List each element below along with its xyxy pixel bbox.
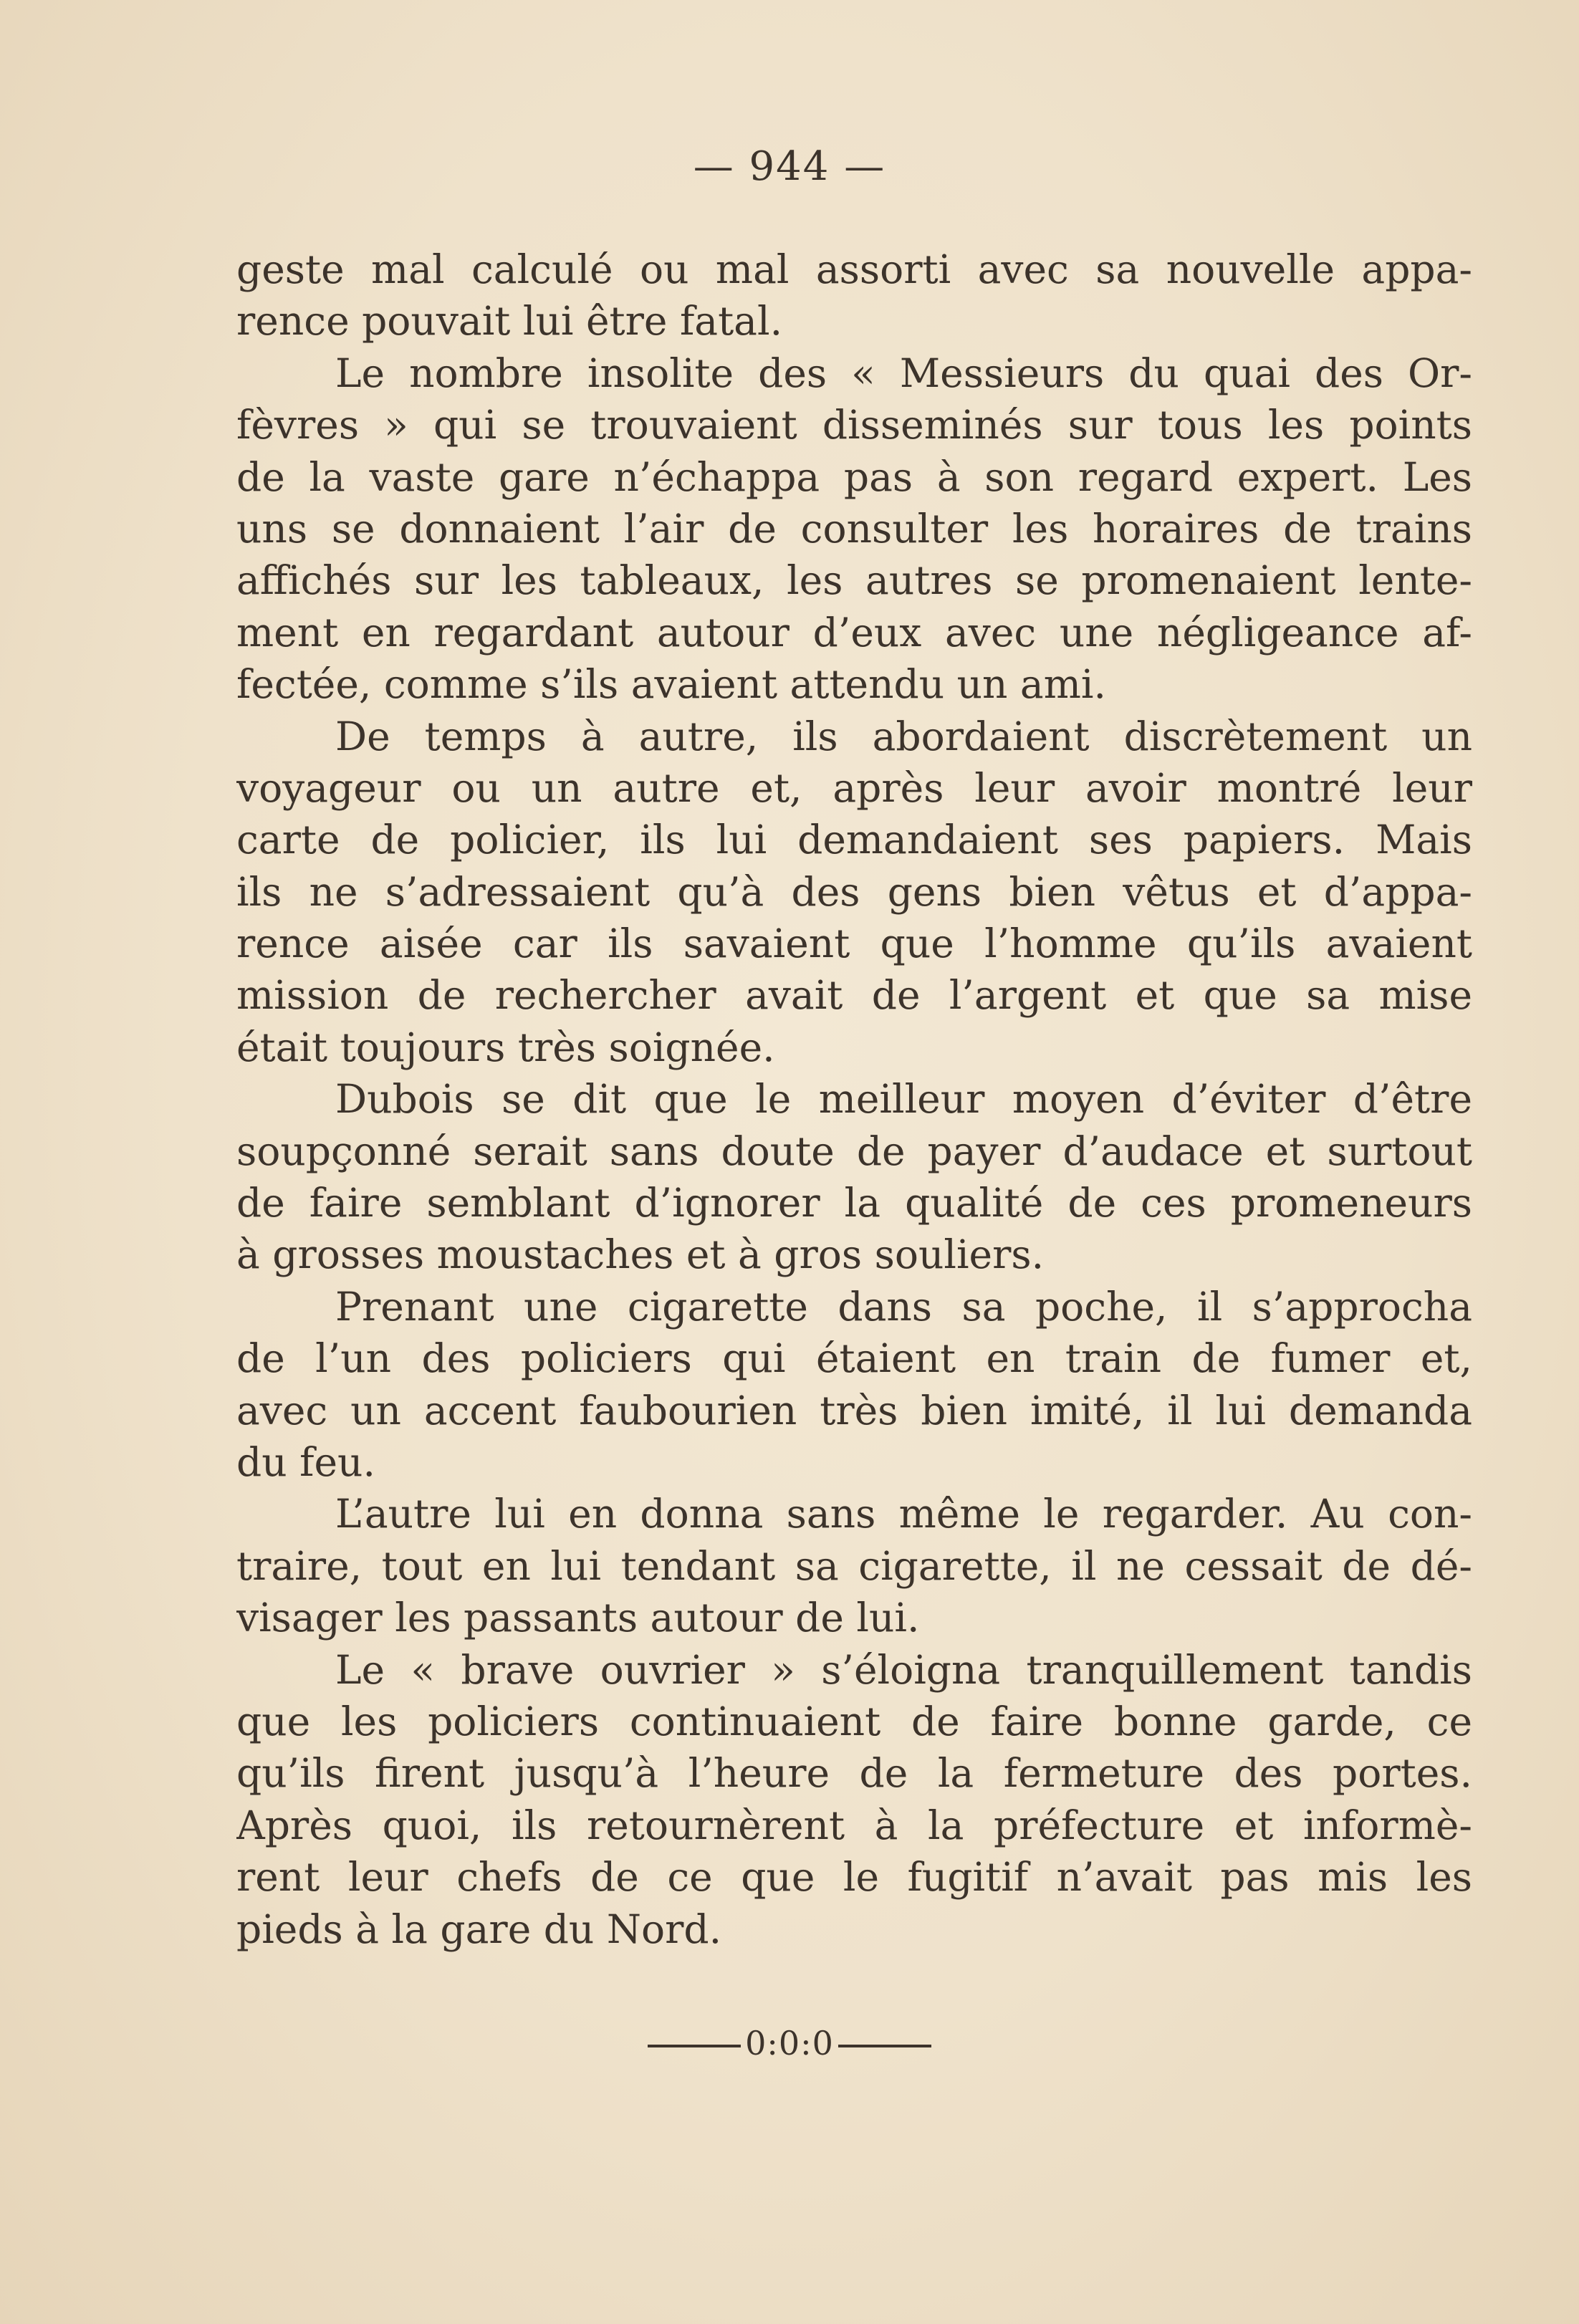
text-line: qu’ils firent jusqu’à l’heure de la fermeture des portes. <box>236 1750 1472 1797</box>
text-line: Après quoi, ils retournèrent à la préfecture et informè- <box>236 1802 1472 1848</box>
text-line: de faire semblant d’ignorer la qualité de ces promeneurs <box>236 1180 1472 1226</box>
paragraph-start: Dubois se dit que le meilleur moyen d’éviter d’être <box>335 1076 1472 1123</box>
text-line: rent leur chefs de ce que le fugitif n’avait pas mis les <box>236 1854 1472 1901</box>
text-line: ils ne s’adressaient qu’à des gens bien vêtus et d’appa- <box>236 868 1472 915</box>
text-line: mission de rechercher avait de l’argent et que sa mise <box>236 972 1472 1019</box>
text-line: traire, tout en lui tendant sa cigarette, il ne cessait de dé- <box>236 1542 1472 1589</box>
text-line: de la vaste gare n’échappa pas à son regard expert. Les <box>236 453 1472 500</box>
text-line: voyageur ou un autre et, après leur avoir montré leur <box>236 764 1472 811</box>
text-line: ment en regardant autour d’eux avec une négligeance af- <box>236 609 1472 656</box>
text-line: du feu. <box>236 1439 375 1485</box>
text-line: pieds à la gare du Nord. <box>236 1906 722 1952</box>
text-line: uns se donnaient l’air de consulter les horaires de trains <box>236 505 1472 552</box>
text-line: que les policiers continuaient de faire bonne garde, ce <box>236 1698 1472 1744</box>
paragraph-start: L’autre lui en donna sans même le regarder. Au con- <box>335 1491 1472 1537</box>
text-line: de l’un des policiers qui étaient en train de fumer et, <box>236 1335 1472 1382</box>
text-line: visager les passants autour de lui. <box>236 1595 920 1641</box>
text-line: à grosses moustaches et à gros souliers. <box>236 1231 1045 1278</box>
text-line: carte de policier, ils lui demandaient ses papiers. Mais <box>236 817 1472 863</box>
text-line: rence aisée car ils savaient que l’homme qu’ils avaient <box>236 921 1472 967</box>
text-line: soupçonné serait sans doute de payer d’audace et surtout <box>236 1128 1472 1174</box>
text-line: était toujours très soignée. <box>236 1024 775 1070</box>
page-number: — 944 — <box>693 143 886 190</box>
body-text <box>236 244 1472 1955</box>
separator-rule-right <box>838 2045 931 2047</box>
text-line: fectée, comme s’ils avaient attendu un ami. <box>236 661 1106 708</box>
paragraph-start: Le nombre insolite des « Messieurs du quai des Or- <box>335 350 1472 396</box>
paragraph-start: Prenant une cigarette dans sa poche, il s’approcha <box>335 1283 1472 1330</box>
paragraph-start: De temps à autre, ils abordaient discrètement un <box>335 713 1472 759</box>
paragraph-start: Le « brave ouvrier » s’éloigna tranquillement tandis <box>335 1646 1472 1693</box>
text-line: fèvres » qui se trouvaient disseminés sur tous les points <box>236 402 1472 448</box>
separator-rule-left <box>648 2045 741 2047</box>
text-line: rence pouvait lui être fatal. <box>236 298 783 345</box>
separator-ornament: 0:0:0 <box>745 2024 834 2063</box>
text-line: geste mal calculé ou mal assorti avec sa nouvelle appa- <box>236 246 1472 292</box>
text-line: affichés sur les tableaux, les autres se promenaient lente- <box>236 557 1472 604</box>
text-line: avec un accent faubourien très bien imité, il lui demanda <box>236 1387 1472 1434</box>
section-separator <box>0 2024 1579 2063</box>
